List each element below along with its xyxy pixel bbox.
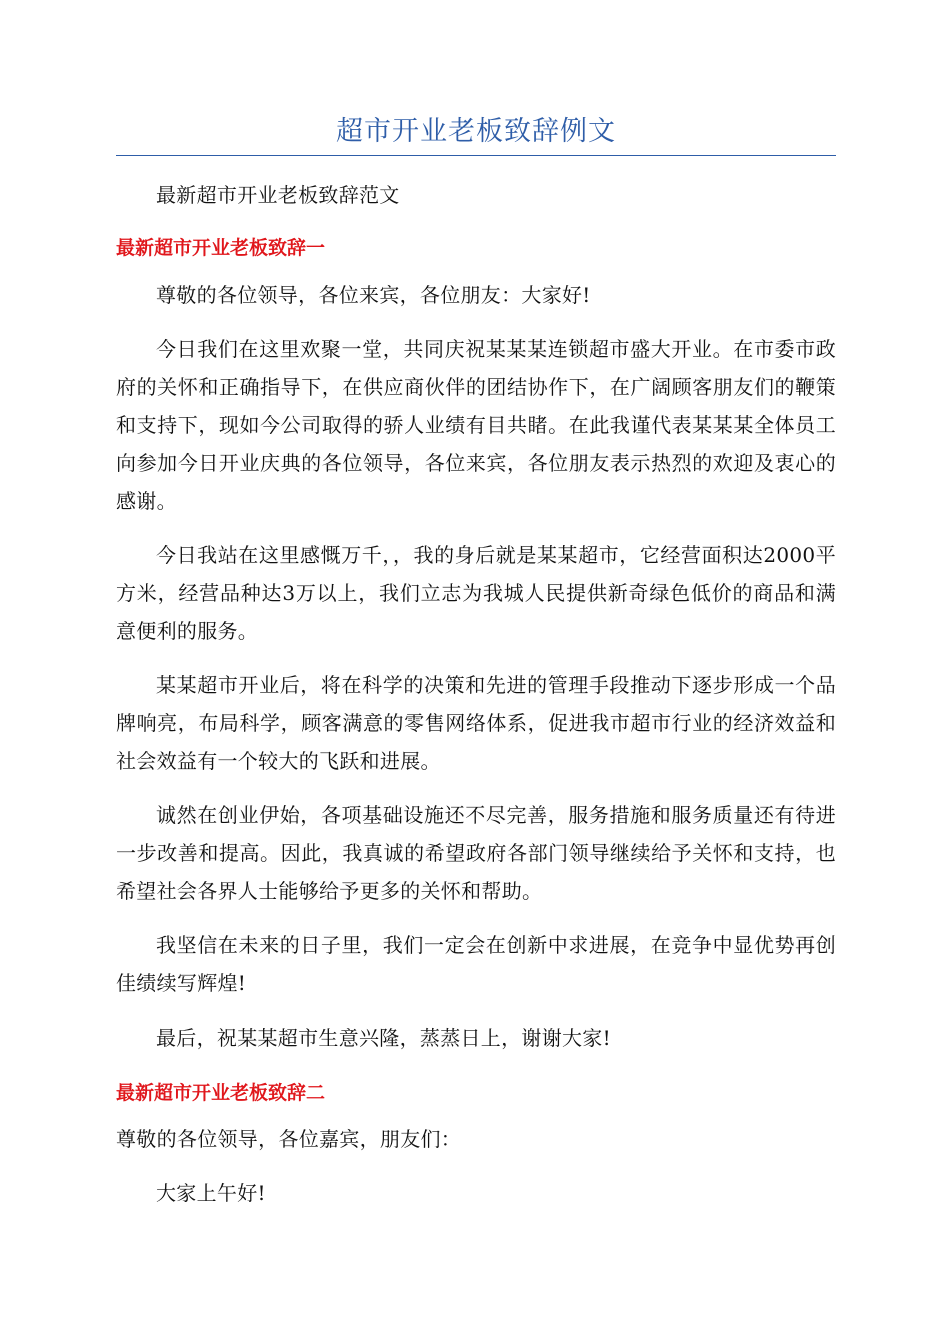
- section1-paragraph: [116, 666, 836, 780]
- section1-paragraph: [116, 276, 836, 314]
- section2-paragraph: [116, 1120, 836, 1158]
- closing-paragraph: 最后，祝某某超市生意兴隆，蒸蒸日上，谢谢大家!: [156, 1026, 611, 1050]
- confidence-paragraph: 我坚信在未来的日子里，我们一定会在创新中求进展，在竞争中显优势再创佳绩续写辉煌!: [116, 933, 836, 995]
- future-plan-paragraph: 某某超市开业后，将在科学的决策和先进的管理手段推动下逐步形成一个品牌响亮，布局科学，顾客满意的零售网络体系，促进我市超市行业的经济效益和社会效益有一个较大的飞跃和进展。: [116, 673, 836, 773]
- section2-heading: 最新超市开业老板致辞二: [116, 1082, 326, 1104]
- section2-paragraph: [116, 1174, 836, 1212]
- section1-paragraph: [116, 1019, 836, 1057]
- store-intro-paragraph: 今日我站在这里感慨万千，，我的身后就是某某超市，它经营面积达2000平方米，经营品种达3万以上，我们立志为我城人民提供新奇绿色低价的商品和满意便利的服务。: [116, 543, 836, 643]
- section1-heading-block: [116, 229, 836, 267]
- section1-paragraph: [116, 536, 836, 650]
- section2-heading-block: [116, 1074, 836, 1112]
- section2-greeting: 尊敬的各位领导，各位嘉宾，朋友们：: [116, 1127, 462, 1151]
- document-subtitle: 最新超市开业老板致辞范文: [156, 183, 400, 207]
- document-title: 超市开业老板致辞例文: [336, 116, 616, 147]
- subtitle-block: [116, 176, 836, 214]
- section1-paragraph: [116, 330, 836, 520]
- section2-hello: 大家上午好!: [156, 1181, 266, 1205]
- support-request-paragraph: 诚然在创业伊始，各项基础设施还不尽完善，服务措施和服务质量还有待进一步改善和提高。因此，我真诚的希望政府各部门领导继续给予关怀和支持，也希望社会各界人士能够给予更多的关怀和帮助。: [116, 803, 836, 903]
- greeting-paragraph: 尊敬的各位领导，各位来宾，各位朋友：大家好!: [156, 283, 591, 307]
- opening-paragraph: 今日我们在这里欢聚一堂，共同庆祝某某某连锁超市盛大开业。在市委市政府的关怀和正确指导下，在供应商伙伴的团结协作下，在广阔顾客朋友们的鞭策和支持下，现如今公司取得的骄人业绩有目共睹。在此我谨代表某某某全体员工向参加今日开业庆典的各位领导，各位来宾，各位朋友表示热烈的欢迎及衷心的感谢。: [116, 337, 836, 513]
- section1-paragraph: [116, 926, 836, 1002]
- section1-paragraph: [116, 796, 836, 910]
- title-underline: [116, 155, 836, 156]
- section1-heading: 最新超市开业老板致辞一: [116, 237, 326, 259]
